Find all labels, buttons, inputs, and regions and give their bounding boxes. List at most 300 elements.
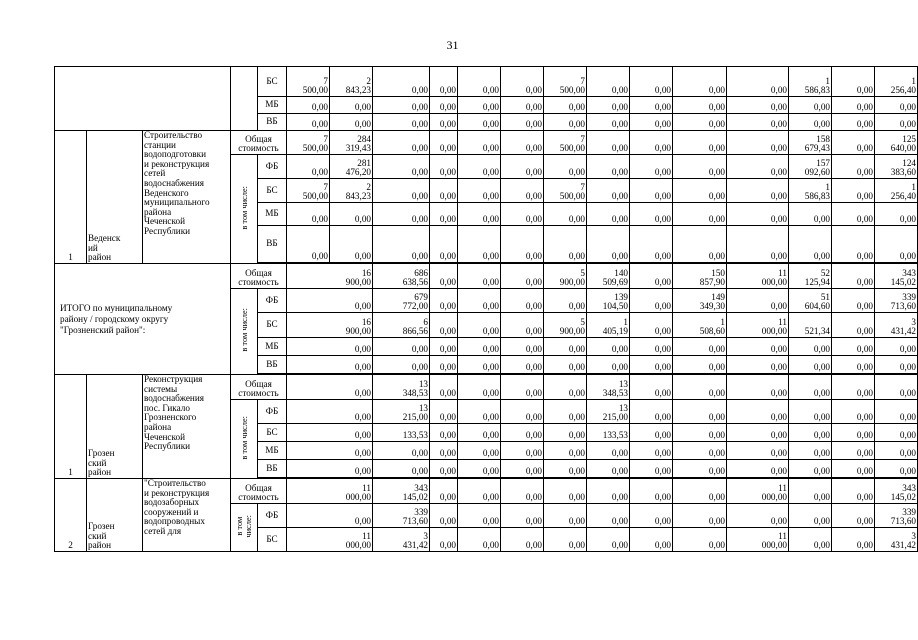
value-cell: 0,00 bbox=[789, 504, 832, 528]
value-cell: 0,00 bbox=[832, 203, 875, 226]
value-cell: 0,00 bbox=[430, 313, 458, 338]
value-cell: 0,00 bbox=[501, 264, 544, 289]
value-cell: 0,00 bbox=[673, 226, 727, 263]
value-cell: 0,00 bbox=[544, 338, 587, 356]
value-cell: 0,00 bbox=[330, 97, 373, 114]
value-cell: 0,00 bbox=[587, 131, 630, 155]
value-cell: 0,00 bbox=[373, 114, 430, 131]
value-cell: 0,00 bbox=[875, 375, 918, 400]
value-cell: 0,00 bbox=[630, 264, 673, 289]
value-cell: 0,00 bbox=[373, 155, 430, 179]
value-cell: 0,00 bbox=[727, 338, 789, 356]
project-name: Реконструкция системы водоснабжения пос. Гикало Грозненского района Чеченской Республики bbox=[143, 375, 231, 479]
value-cell: 0,00 bbox=[544, 289, 587, 313]
value-cell: 0,00 bbox=[727, 155, 789, 179]
value-cell: 0,00 bbox=[832, 313, 875, 338]
value-cell: 0,00 bbox=[875, 400, 918, 424]
value-cell: 0,00 bbox=[458, 155, 501, 179]
value-cell: 0,00 bbox=[587, 67, 630, 97]
value-cell: 133,53 bbox=[587, 424, 630, 442]
value-cell: 125 640,00 bbox=[875, 131, 918, 155]
value-cell: 0,00 bbox=[458, 504, 501, 528]
value-cell: 140 509,69 bbox=[587, 264, 630, 289]
row-number: 1 bbox=[55, 131, 87, 264]
value-cell: 0,00 bbox=[832, 338, 875, 356]
value-cell: 13 348,53 bbox=[373, 375, 430, 400]
table-row bbox=[55, 375, 918, 400]
value-cell: 0,00 bbox=[430, 131, 458, 155]
value-cell: 0,00 bbox=[330, 203, 373, 226]
value-cell: 0,00 bbox=[430, 114, 458, 131]
value-cell: 0,00 bbox=[544, 226, 587, 263]
fin-label-mb: МБ bbox=[258, 338, 287, 356]
value-cell: 0,00 bbox=[630, 289, 673, 313]
value-cell: 0,00 bbox=[501, 375, 544, 400]
value-cell: 0,00 bbox=[501, 289, 544, 313]
value-cell: 149 349,30 bbox=[673, 289, 727, 313]
value-cell: 1 508,60 bbox=[673, 313, 727, 338]
in-that-number-text: в том числе: bbox=[235, 514, 253, 538]
value-cell: 0,00 bbox=[544, 424, 587, 442]
value-cell: 0,00 bbox=[630, 155, 673, 179]
value-cell: 157 092,60 bbox=[789, 155, 832, 179]
total-cost-label: Общая стоимость bbox=[231, 479, 287, 504]
value-cell: 0,00 bbox=[789, 338, 832, 356]
value-cell: 0,00 bbox=[727, 504, 789, 528]
value-cell: 0,00 bbox=[832, 67, 875, 97]
value-cell: 0,00 bbox=[458, 114, 501, 131]
value-cell: 7 500,00 bbox=[544, 131, 587, 155]
value-cell: 0,00 bbox=[789, 479, 832, 504]
value-cell: 0,00 bbox=[458, 97, 501, 114]
value-cell: 0,00 bbox=[789, 114, 832, 131]
value-cell: 0,00 bbox=[630, 131, 673, 155]
value-cell: 0,00 bbox=[875, 338, 918, 356]
fin-label-bs: БС bbox=[258, 179, 287, 203]
value-cell: 0,00 bbox=[630, 400, 673, 424]
value-cell: 0,00 bbox=[875, 424, 918, 442]
value-cell: 0,00 bbox=[832, 131, 875, 155]
value-cell: 0,00 bbox=[430, 424, 458, 442]
value-cell: 0,00 bbox=[832, 424, 875, 442]
in-that-number-text: в том числе: bbox=[239, 308, 249, 353]
value-cell: 0,00 bbox=[430, 528, 458, 552]
value-cell: 0,00 bbox=[458, 67, 501, 97]
value-cell: 0,00 bbox=[373, 442, 430, 460]
value-cell: 0,00 bbox=[287, 203, 330, 226]
value-cell: 133,53 bbox=[373, 424, 430, 442]
value-cell: 0,00 bbox=[630, 97, 673, 114]
value-cell: 0,00 bbox=[832, 442, 875, 460]
value-cell: 6 866,56 bbox=[373, 313, 430, 338]
value-cell: 0,00 bbox=[789, 460, 832, 478]
value-cell: 339 713,60 bbox=[875, 504, 918, 528]
value-cell: 0,00 bbox=[501, 442, 544, 460]
value-cell: 0,00 bbox=[673, 97, 727, 114]
value-cell: 0,00 bbox=[727, 424, 789, 442]
value-cell: 0,00 bbox=[544, 442, 587, 460]
value-cell: 0,00 bbox=[673, 424, 727, 442]
value-cell: 0,00 bbox=[501, 155, 544, 179]
value-cell: 0,00 bbox=[875, 203, 918, 226]
value-cell: 0,00 bbox=[430, 203, 458, 226]
value-cell: 0,00 bbox=[630, 375, 673, 400]
value-cell: 0,00 bbox=[544, 504, 587, 528]
value-cell: 0,00 bbox=[373, 226, 430, 263]
project-name: "Строительство и реконструкция водозаборных сооружений и водопроводных сетей для bbox=[143, 479, 231, 552]
fin-label-fb: ФБ bbox=[258, 504, 287, 528]
value-cell: 0,00 bbox=[832, 114, 875, 131]
value-cell: 0,00 bbox=[630, 460, 673, 478]
total-cost-label: Общая стоимость bbox=[231, 131, 287, 155]
value-cell: 0,00 bbox=[373, 356, 430, 374]
value-cell: 0,00 bbox=[501, 67, 544, 97]
value-cell: 0,00 bbox=[287, 460, 373, 478]
value-cell: 0,00 bbox=[430, 479, 458, 504]
fin-label-vb: ВБ bbox=[258, 460, 287, 478]
value-cell: 7 500,00 bbox=[287, 131, 330, 155]
value-cell: 0,00 bbox=[587, 97, 630, 114]
value-cell: 0,00 bbox=[501, 528, 544, 552]
value-cell: 0,00 bbox=[630, 67, 673, 97]
value-cell: 0,00 bbox=[430, 97, 458, 114]
value-cell: 0,00 bbox=[832, 528, 875, 552]
in-that-number-label bbox=[231, 400, 258, 479]
value-cell: 0,00 bbox=[789, 356, 832, 374]
value-cell: 0,00 bbox=[587, 114, 630, 131]
value-cell: 0,00 bbox=[458, 375, 501, 400]
value-cell: 0,00 bbox=[373, 460, 430, 478]
value-cell: 339 713,60 bbox=[875, 289, 918, 313]
table-row bbox=[55, 67, 918, 97]
value-cell: 0,00 bbox=[544, 375, 587, 400]
value-cell: 0,00 bbox=[789, 226, 832, 263]
value-cell: 0,00 bbox=[587, 442, 630, 460]
value-cell: 0,00 bbox=[789, 442, 832, 460]
value-cell: 13 215,00 bbox=[587, 400, 630, 424]
fin-label-fb: ФБ bbox=[258, 155, 287, 179]
district-name: Грозен ский район bbox=[87, 479, 143, 552]
value-cell: 150 857,90 bbox=[673, 264, 727, 289]
value-cell: 11 000,00 bbox=[287, 528, 373, 552]
value-cell: 0,00 bbox=[727, 289, 789, 313]
value-cell: 0,00 bbox=[789, 424, 832, 442]
value-cell: 0,00 bbox=[430, 67, 458, 97]
value-cell: 0,00 bbox=[587, 528, 630, 552]
value-cell: 13 348,53 bbox=[587, 375, 630, 400]
in-that-number-label bbox=[231, 155, 258, 264]
table-row bbox=[55, 479, 918, 504]
value-cell: 0,00 bbox=[458, 400, 501, 424]
value-cell: 0,00 bbox=[727, 442, 789, 460]
value-cell: 0,00 bbox=[287, 289, 373, 313]
value-cell: 0,00 bbox=[673, 114, 727, 131]
total-cost-label: Общая стоимость bbox=[231, 375, 287, 400]
value-cell: 343 145,02 bbox=[875, 479, 918, 504]
value-cell: 1 256,40 bbox=[875, 179, 918, 203]
value-cell: 0,00 bbox=[832, 289, 875, 313]
value-cell: 0,00 bbox=[673, 400, 727, 424]
value-cell: 1 405,19 bbox=[587, 313, 630, 338]
value-cell: 0,00 bbox=[630, 338, 673, 356]
value-cell: 0,00 bbox=[501, 424, 544, 442]
value-cell: 0,00 bbox=[430, 400, 458, 424]
value-cell: 0,00 bbox=[587, 155, 630, 179]
value-cell: 0,00 bbox=[458, 203, 501, 226]
spacer-cell bbox=[231, 67, 258, 131]
empty-header-cell bbox=[55, 67, 231, 131]
value-cell: 11 000,00 bbox=[727, 313, 789, 338]
value-cell: 0,00 bbox=[673, 528, 727, 552]
value-cell: 0,00 bbox=[330, 114, 373, 131]
value-cell: 284 319,43 bbox=[330, 131, 373, 155]
value-cell: 0,00 bbox=[673, 460, 727, 478]
value-cell: 0,00 bbox=[544, 356, 587, 374]
value-cell: 0,00 bbox=[587, 479, 630, 504]
value-cell: 0,00 bbox=[727, 179, 789, 203]
value-cell: 0,00 bbox=[373, 338, 430, 356]
row-number: 2 bbox=[55, 479, 87, 552]
value-cell: 13 215,00 bbox=[373, 400, 430, 424]
value-cell: 0,00 bbox=[875, 114, 918, 131]
value-cell: 0,00 bbox=[430, 179, 458, 203]
value-cell: 0,00 bbox=[501, 131, 544, 155]
value-cell: 0,00 bbox=[544, 479, 587, 504]
value-cell: 0,00 bbox=[832, 504, 875, 528]
in-that-number-text: в том числе: bbox=[239, 185, 249, 230]
value-cell: 0,00 bbox=[287, 338, 373, 356]
value-cell: 11 000,00 bbox=[727, 528, 789, 552]
value-cell: 0,00 bbox=[789, 528, 832, 552]
value-cell: 0,00 bbox=[789, 203, 832, 226]
value-cell: 0,00 bbox=[630, 442, 673, 460]
value-cell: 0,00 bbox=[630, 528, 673, 552]
value-cell: 0,00 bbox=[430, 442, 458, 460]
value-cell: 0,00 bbox=[789, 97, 832, 114]
value-cell: 0,00 bbox=[501, 338, 544, 356]
value-cell: 0,00 bbox=[630, 504, 673, 528]
in-that-number-text: в том числе: bbox=[239, 415, 249, 460]
value-cell: 0,00 bbox=[832, 97, 875, 114]
value-cell: 0,00 bbox=[875, 97, 918, 114]
value-cell: 0,00 bbox=[832, 375, 875, 400]
value-cell: 0,00 bbox=[287, 375, 373, 400]
row-number: 1 bbox=[55, 375, 87, 479]
value-cell: 0,00 bbox=[673, 155, 727, 179]
budget-table bbox=[54, 66, 918, 552]
value-cell: 0,00 bbox=[544, 97, 587, 114]
value-cell: 11 000,00 bbox=[727, 264, 789, 289]
value-cell: 0,00 bbox=[458, 528, 501, 552]
value-cell: 1 586,83 bbox=[789, 179, 832, 203]
value-cell: 0,00 bbox=[727, 226, 789, 263]
fin-label-mb: МБ bbox=[258, 442, 287, 460]
value-cell: 16 900,00 bbox=[287, 313, 373, 338]
value-cell: 0,00 bbox=[544, 400, 587, 424]
value-cell: 139 104,50 bbox=[587, 289, 630, 313]
value-cell: 0,00 bbox=[501, 203, 544, 226]
value-cell: 0,00 bbox=[832, 264, 875, 289]
value-cell: 0,00 bbox=[458, 264, 501, 289]
budget-table-body bbox=[55, 67, 918, 552]
value-cell: 3 431,42 bbox=[875, 313, 918, 338]
value-cell: 0,00 bbox=[501, 313, 544, 338]
fin-label-bs: БС bbox=[258, 67, 287, 97]
value-cell: 686 638,56 bbox=[373, 264, 430, 289]
value-cell: 0,00 bbox=[458, 356, 501, 374]
value-cell: 0,00 bbox=[458, 313, 501, 338]
fin-label-fb: ФБ bbox=[258, 289, 287, 313]
fin-label-bs: БС bbox=[258, 528, 287, 552]
value-cell: 3 431,42 bbox=[373, 528, 430, 552]
value-cell: 0,00 bbox=[673, 203, 727, 226]
value-cell: 0,00 bbox=[875, 226, 918, 263]
value-cell: 52 125,94 bbox=[789, 264, 832, 289]
in-that-number-label bbox=[231, 504, 258, 552]
fin-label-vb: ВБ bbox=[258, 356, 287, 374]
value-cell: 7 500,00 bbox=[544, 179, 587, 203]
total-cost-label: Общая стоимость bbox=[231, 264, 287, 289]
value-cell: 0,00 bbox=[501, 114, 544, 131]
table-row bbox=[55, 264, 918, 289]
value-cell: 0,00 bbox=[430, 356, 458, 374]
value-cell: 0,00 bbox=[832, 479, 875, 504]
value-cell: 0,00 bbox=[430, 504, 458, 528]
district-name: Веденск ий район bbox=[87, 131, 143, 264]
value-cell: 124 383,60 bbox=[875, 155, 918, 179]
value-cell: 0,00 bbox=[430, 375, 458, 400]
value-cell: 0,00 bbox=[501, 179, 544, 203]
value-cell: 0,00 bbox=[544, 528, 587, 552]
value-cell: 343 145,02 bbox=[373, 479, 430, 504]
value-cell: 0,00 bbox=[727, 356, 789, 374]
value-cell: 0,00 bbox=[673, 131, 727, 155]
value-cell: 0,00 bbox=[832, 155, 875, 179]
value-cell: 0,00 bbox=[373, 203, 430, 226]
value-cell: 0,00 bbox=[630, 226, 673, 263]
value-cell: 0,00 bbox=[587, 356, 630, 374]
value-cell: 0,00 bbox=[673, 338, 727, 356]
fin-label-bs: БС bbox=[258, 313, 287, 338]
value-cell: 0,00 bbox=[673, 179, 727, 203]
value-cell: 5 900,00 bbox=[544, 313, 587, 338]
value-cell: 0,00 bbox=[430, 460, 458, 478]
value-cell: 0,00 bbox=[727, 131, 789, 155]
value-cell: 0,00 bbox=[630, 313, 673, 338]
value-cell: 0,00 bbox=[875, 460, 918, 478]
value-cell: 0,00 bbox=[587, 179, 630, 203]
value-cell: 0,00 bbox=[458, 479, 501, 504]
value-cell: 0,00 bbox=[544, 114, 587, 131]
value-cell: 0,00 bbox=[458, 226, 501, 263]
value-cell: 7 500,00 bbox=[287, 179, 330, 203]
value-cell: 0,00 bbox=[501, 356, 544, 374]
value-cell: 0,00 bbox=[458, 179, 501, 203]
value-cell: 0,00 bbox=[458, 338, 501, 356]
value-cell: 0,00 bbox=[832, 400, 875, 424]
fin-label-fb: ФБ bbox=[258, 400, 287, 424]
value-cell: 0,00 bbox=[287, 504, 373, 528]
value-cell: 0,00 bbox=[832, 226, 875, 263]
fin-label-bs: БС bbox=[258, 424, 287, 442]
value-cell: 0,00 bbox=[587, 338, 630, 356]
value-cell: 0,00 bbox=[287, 424, 373, 442]
value-cell: 0,00 bbox=[287, 155, 330, 179]
value-cell: 0,00 bbox=[430, 289, 458, 313]
fin-label-vb: ВБ bbox=[258, 114, 287, 131]
value-cell: 0,00 bbox=[458, 424, 501, 442]
value-cell: 0,00 bbox=[430, 226, 458, 263]
value-cell: 0,00 bbox=[727, 400, 789, 424]
value-cell: 0,00 bbox=[630, 356, 673, 374]
value-cell: 1 586,83 bbox=[789, 67, 832, 97]
value-cell: 5 900,00 bbox=[544, 264, 587, 289]
value-cell: 0,00 bbox=[587, 460, 630, 478]
value-cell: 0,00 bbox=[789, 400, 832, 424]
value-cell: 1 256,40 bbox=[875, 67, 918, 97]
value-cell: 0,00 bbox=[727, 460, 789, 478]
value-cell: 0,00 bbox=[673, 356, 727, 374]
value-cell: 0,00 bbox=[544, 203, 587, 226]
value-cell: 0,00 bbox=[630, 114, 673, 131]
value-cell: 3 431,42 bbox=[875, 528, 918, 552]
value-cell: 158 679,43 bbox=[789, 131, 832, 155]
value-cell: 0,00 bbox=[673, 504, 727, 528]
value-cell: 679 772,00 bbox=[373, 289, 430, 313]
value-cell: 343 145,02 bbox=[875, 264, 918, 289]
value-cell: 0,00 bbox=[287, 442, 373, 460]
value-cell: 0,00 bbox=[630, 179, 673, 203]
value-cell: 0,00 bbox=[832, 460, 875, 478]
value-cell: 0,00 bbox=[330, 226, 373, 263]
table-row bbox=[55, 131, 918, 155]
value-cell: 0,00 bbox=[287, 400, 373, 424]
value-cell: 0,00 bbox=[587, 203, 630, 226]
project-name: Строительство станции водоподготовки и реконструкция сетей водоснабжения Веденского муниципального района Чеченской Республики bbox=[143, 131, 231, 264]
value-cell: 7 500,00 bbox=[544, 67, 587, 97]
value-cell: 0,00 bbox=[673, 67, 727, 97]
value-cell: 2 843,23 bbox=[330, 67, 373, 97]
value-cell: 51 604,60 bbox=[789, 289, 832, 313]
value-cell: 0,00 bbox=[832, 356, 875, 374]
value-cell: 0,00 bbox=[630, 479, 673, 504]
value-cell: 0,00 bbox=[673, 442, 727, 460]
value-cell: 0,00 bbox=[501, 460, 544, 478]
value-cell: 0,00 bbox=[727, 114, 789, 131]
value-cell: 0,00 bbox=[430, 264, 458, 289]
value-cell: 281 476,20 bbox=[330, 155, 373, 179]
value-cell: 0,00 bbox=[727, 67, 789, 97]
fin-label-mb: МБ bbox=[258, 203, 287, 226]
value-cell: 0,00 bbox=[544, 155, 587, 179]
value-cell: 0,00 bbox=[373, 97, 430, 114]
value-cell: 0,00 bbox=[875, 356, 918, 374]
page-number: 31 bbox=[446, 38, 459, 52]
value-cell: 339 713,60 bbox=[373, 504, 430, 528]
value-cell: 0,00 bbox=[430, 338, 458, 356]
value-cell: 0,00 bbox=[544, 460, 587, 478]
fin-label-vb: ВБ bbox=[258, 226, 287, 263]
value-cell: 0,00 bbox=[373, 67, 430, 97]
value-cell: 0,00 bbox=[373, 131, 430, 155]
value-cell: 0,00 bbox=[501, 400, 544, 424]
value-cell: 0,00 bbox=[501, 97, 544, 114]
value-cell: 0,00 bbox=[727, 97, 789, 114]
value-cell: 11 000,00 bbox=[727, 479, 789, 504]
value-cell: 0,00 bbox=[630, 203, 673, 226]
value-cell: 0,00 bbox=[430, 155, 458, 179]
value-cell: 0,00 bbox=[458, 131, 501, 155]
